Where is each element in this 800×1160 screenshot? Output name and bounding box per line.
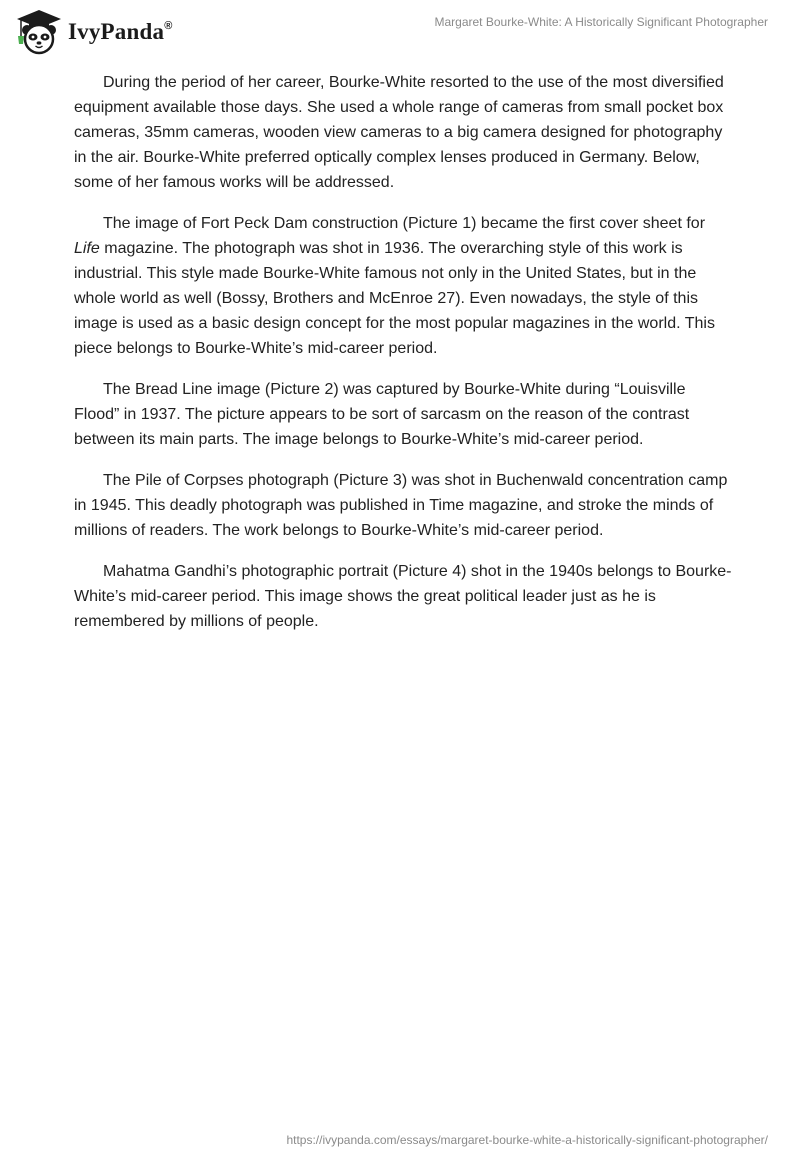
source-url-link[interactable]: https://ivypanda.com/essays/margaret-bourke-white-a-historically-significant-photographer/ <box>286 1133 768 1147</box>
paragraph-fort-peck-dam: The image of Fort Peck Dam construction (Picture 1) became the first cover sheet for Life magazine. The photograph was shot in 1936. The overarching style of this work is industrial. This style made Bourke-White famous not only in the United States, but in the whole world as well (Bossy, Brothers and McEnroe 27). Even nowadays, the style of this image is used as a basic design concept for the most popular magazines in the world. This piece belongs to Bourke-White’s mid-career period. <box>74 215 715 357</box>
ivypanda-logo[interactable] <box>14 8 173 56</box>
panda-graduate-icon <box>14 8 64 56</box>
page-header <box>0 0 800 64</box>
paragraph-bread-line: The Bread Line image (Picture 2) was captured by Bourke-White during “Louisville Flood” in 1937. The picture appears to be sort of sarcasm on the reason of the contrast between its main parts. The image belongs to Bourke-White’s mid-career period. <box>74 381 690 448</box>
document-title: Margaret Bourke-White: A Historically Significant Photographer <box>434 15 768 29</box>
paragraph-gandhi-portrait: Mahatma Gandhi’s photographic portrait (Picture 4) shot in the 1940s belongs to Bourke-White’s mid-career period. This image shows the great political leader just as he is remembered by millions of people. <box>74 563 732 630</box>
paragraph-pile-of-corpses: The Pile of Corpses photograph (Picture 3) was shot in Buchenwald concentration camp in 1945. This deadly photograph was published in Time magazine, and stroke the minds of millions of readers. The work belongs to Bourke-White’s mid-career period. <box>74 472 728 539</box>
registered-mark: ® <box>164 20 173 32</box>
brand-name: IvyPanda® <box>68 19 173 44</box>
paragraph-equipment: During the period of her career, Bourke-White resorted to the use of the most diversified equipment available those days. She used a whole range of cameras from small pocket box cameras, 35mm cameras, wooden view cameras to a big camera designed for photography in the air. Bourke-White preferred optically complex lenses produced in Germany. Below, some of her famous works will be addressed. <box>74 74 724 191</box>
essay-body <box>74 70 734 650</box>
magazine-name-life: Life <box>74 240 100 257</box>
